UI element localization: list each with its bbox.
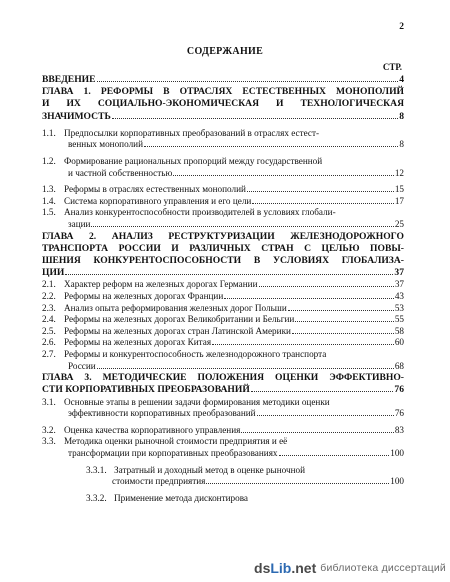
toc-line: СТИ КОРПОРАТИВНЫХ ПРЕОБРАЗОВАНИЙ [42, 384, 250, 396]
section-number: 1.5. [42, 207, 56, 218]
toc-section-2-1[interactable] [42, 279, 404, 291]
leader-dots [97, 367, 394, 369]
leader-dots [144, 145, 398, 147]
toc-page-number: 17 [394, 195, 404, 206]
toc-entry-introduction[interactable] [42, 74, 404, 86]
page-column-label: СТР. [382, 62, 402, 72]
section-number: 1.4. [42, 195, 56, 206]
leader-dots [252, 202, 393, 204]
toc-line: Методика оценки рыночной стоимости предприятия и её [64, 436, 288, 447]
section-number: 1.2. [42, 156, 56, 166]
leader-dots [288, 309, 394, 311]
toc-page-number: 100 [390, 447, 404, 458]
toc-chapter-3[interactable] [42, 372, 404, 396]
toc-page-number: 53 [394, 302, 404, 313]
toc-line: ШЕНИЯ КОНКУРЕНТОСПОСОБНОСТИ В УСЛОВИЯХ ГЛОБАЛИЗА- [42, 254, 404, 266]
toc-line: Реформы и конкурентоспособность железнодорожного транспорта [64, 348, 327, 359]
toc-line: стоимости предприятия [112, 476, 206, 487]
watermark-text: библиотека диссертаций [320, 562, 446, 574]
leader-dots [247, 190, 394, 192]
toc-subsection-3-3-2[interactable] [42, 493, 404, 505]
toc-line: Анализ опыта реформирования железных дорог Польши [64, 302, 287, 313]
leader-dots [91, 225, 393, 227]
toc-section-1-5[interactable] [42, 207, 404, 230]
toc-page-number: 8 [399, 110, 404, 122]
toc-line: Реформы на железных дорогах Китая [64, 337, 212, 348]
toc-line: Формирование рациональных пропорций между государственной [64, 156, 323, 166]
toc-section-2-7[interactable] [42, 349, 404, 372]
toc-line: Система корпоративного управления и его цели [64, 195, 252, 206]
toc-line: ЦИИ [42, 267, 65, 279]
toc-line: ЗНАЧИМОСТЬ [42, 110, 111, 122]
toc-page-number: 37 [394, 279, 404, 290]
toc-section-3-1[interactable] [42, 397, 404, 420]
section-number: 2.2. [42, 290, 56, 301]
toc-entry-label: ВВЕДЕНИЕ [42, 74, 96, 85]
toc-chapter-2[interactable] [42, 231, 404, 280]
table-of-contents [42, 74, 404, 504]
section-number: 3.3.1. [86, 464, 107, 475]
toc-page-number: 15 [394, 184, 404, 195]
toc-page-number: 8 [399, 139, 404, 150]
section-number: 2.6. [42, 337, 56, 348]
leader-dots [206, 482, 389, 484]
toc-page-number: 58 [394, 325, 404, 336]
watermark [254, 560, 446, 576]
leader-dots [257, 414, 394, 416]
leader-dots [173, 174, 393, 176]
toc-page-number: 83 [394, 424, 404, 435]
toc-line: России [68, 360, 96, 371]
toc-line: Реформы на железных дорогах стран Латинской Америки [64, 325, 291, 336]
section-number: 2.5. [42, 325, 56, 336]
toc-section-2-4[interactable] [42, 314, 404, 326]
section-number: 3.3.2. [86, 492, 107, 503]
toc-page-number: 76 [394, 384, 404, 396]
leader-dots [212, 343, 394, 345]
toc-line: Реформы в отраслях естественных монополий [64, 184, 246, 195]
toc-page-number: 55 [394, 314, 404, 325]
section-number: 3.2. [42, 424, 56, 435]
toc-page-number: 4 [399, 74, 404, 85]
toc-page-number: 100 [390, 476, 404, 487]
toc-section-1-3[interactable] [42, 184, 404, 196]
toc-line: Реформы на железных дорогах Великобритании и Бельгии [64, 314, 295, 325]
toc-section-2-6[interactable] [42, 337, 404, 349]
toc-section-1-2[interactable] [42, 156, 404, 179]
leader-dots [292, 332, 394, 334]
toc-line: ТРАНСПОРТА РОССИИ И РАЗЛИЧНЫХ СТРАН С ЦЕЛЬЮ ПОВЫ- [42, 242, 404, 254]
toc-chapter-1[interactable] [42, 86, 404, 123]
toc-line: зации [68, 218, 91, 229]
toc-page-number: 76 [394, 408, 404, 419]
toc-section-3-2[interactable] [42, 425, 404, 437]
toc-page-number: 68 [394, 360, 404, 371]
toc-line: эффективности корпоративных преобразований [68, 408, 256, 419]
toc-line: Реформы на железных дорогах Франции [64, 290, 224, 301]
toc-subsection-3-3-1[interactable] [42, 465, 404, 488]
toc-line: Характер реформ на железных дорогах Германии [64, 279, 258, 290]
toc-line: Применение метода дисконтирова [114, 492, 248, 503]
section-number: 2.1. [42, 279, 56, 290]
toc-page-number: 60 [394, 337, 404, 348]
section-number: 1.3. [42, 184, 56, 195]
section-number: 2.7. [42, 348, 56, 359]
toc-section-1-4[interactable] [42, 196, 404, 208]
leader-dots [224, 297, 394, 299]
section-number: 3.3. [42, 436, 56, 447]
toc-line: венных монополий [68, 139, 143, 150]
toc-section-2-3[interactable] [42, 303, 404, 315]
toc-section-2-5[interactable] [42, 326, 404, 338]
toc-line: Оценка качества корпоративного управления [64, 424, 241, 435]
leader-dots [279, 454, 390, 456]
page-number: 2 [399, 22, 404, 32]
leader-dots [241, 431, 393, 433]
page-title: СОДЕРЖАНИЕ [186, 46, 264, 57]
leader-dots [97, 80, 399, 82]
toc-page-number: 12 [394, 167, 404, 178]
toc-section-1-1[interactable] [42, 128, 404, 151]
toc-page-number: 43 [394, 290, 404, 301]
leader-dots [295, 320, 393, 322]
toc-page-number: 25 [394, 218, 404, 229]
toc-line: Анализ конкурентоспособности производителей в условиях глобали- [64, 207, 336, 218]
toc-line: ГЛАВА 3. МЕТОДИЧЕСКИЕ ПОЛОЖЕНИЯ ОЦЕНКИ ЭФФЕКТИВНО- [42, 372, 404, 384]
toc-line: И ИХ СОЦИАЛЬНО-ЭКОНОМИЧЕСКАЯ И ТЕХНОЛОГИЧЕСКАЯ [42, 98, 404, 110]
toc-page-number: 37 [394, 267, 404, 279]
leader-dots [259, 285, 394, 287]
section-number: 2.4. [42, 314, 56, 325]
toc-line: трансформации при корпоративных преобразованиях [68, 447, 278, 458]
toc-line: и частной собственностью [68, 167, 173, 178]
toc-section-3-3[interactable] [42, 436, 404, 459]
section-number: 1.1. [42, 127, 56, 138]
toc-line: Предпосылки корпоративных преобразований в отраслях естест- [64, 127, 320, 138]
toc-line: ГЛАВА 2. АНАЛИЗ РЕСТРУКТУРИЗАЦИИ ЖЕЛЕЗНОДОРОЖНОГО [42, 230, 404, 242]
section-number: 2.3. [42, 302, 56, 313]
section-number: 3.1. [42, 396, 56, 407]
dslib-logo: dsLib.net [254, 560, 317, 576]
toc-line: Затратный и доходный метод в оценке рыночной [114, 464, 306, 475]
toc-line: ГЛАВА 1. РЕФОРМЫ В ОТРАСЛЯХ ЕСТЕСТВЕННЫХ МОНОПОЛИЙ [42, 86, 404, 98]
leader-dots [112, 117, 398, 119]
leader-dots [251, 390, 394, 392]
leader-dots [65, 273, 393, 275]
toc-line: Основные этапы в решении задачи формирования методики оценки [64, 396, 330, 407]
toc-section-2-2[interactable] [42, 291, 404, 303]
